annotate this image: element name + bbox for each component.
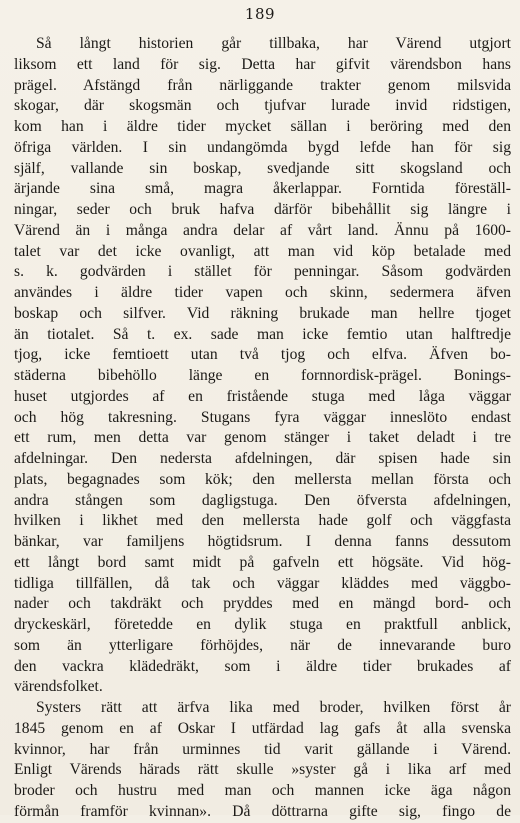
text-line: tidliga tillfällen, då tak och väggar kläddes med väggbo- <box>14 574 511 592</box>
text-line: Systers rätt att ärfva lika med broder, hvilken först år <box>36 699 511 716</box>
text-line: Värend än i många andra delar af vårt land. Ännu på 1600- <box>14 221 511 239</box>
text-line: nader och takdräkt och pryddes med en mängd bord- och <box>14 595 511 613</box>
text-line: skogar, där skogsmän och tjufvar lurade invid ridstigen, <box>14 97 511 115</box>
page-number: 189 <box>244 5 276 23</box>
text-line: ärjande sina små, magra åkerlappar. Forntida föreställ- <box>14 180 511 198</box>
text-line: förmån framför kvinnan». Då döttrarna gifte sig, fingo de <box>14 802 511 820</box>
text-line: ett rum, men detta var genom stänger i taket deladt i tre <box>14 429 511 447</box>
text-line: dryckeskärl, företedde en dylik stuga en praktfull anblick, <box>14 616 511 633</box>
text-line: boskap och silfver. Vid räkning brukade man hellre tjoget <box>14 304 511 322</box>
text-line: som än ytterligare förhöjdes, när de innevarande buro <box>14 636 511 654</box>
text-line: värendsfolket. <box>14 678 103 696</box>
text-line: än tiotalet. Så t. ex. sade man icke femtio utan halftredje <box>14 325 511 343</box>
text-line: afdelningar. Den nedersta afdelningen, där spisen hade sin <box>14 450 511 467</box>
text-line: ett långt bord samt midt på gafveln ett högsäte. Vid hög- <box>14 553 511 571</box>
text-line: hvilken i likhet med den mellersta hade golf och väggfasta <box>14 512 511 530</box>
text-line: öfriga världen. I sin undangömda bygd lefde han för sig <box>14 138 511 156</box>
body-text <box>14 34 511 823</box>
text-line: den vackra klädedräkt, som i äldre tider brukades af <box>14 657 511 675</box>
text-line: 1845 genom en af Oskar I utfärdad lag gafs åt alla svenska <box>14 719 511 737</box>
text-line: tjog, icke femtioett utan två tjog och elfva. Äfven bo- <box>14 346 511 364</box>
text-line: själf, vallande sin boskap, svedjande sitt skogsland och <box>14 159 511 177</box>
text-line: plats, begagnades som kök; den mellersta mellan första och <box>14 470 511 488</box>
text-line: bänkar, var familjens högtidsrum. I denna fanns dessutom <box>14 533 511 550</box>
text-line: städerna bibehöllo länge en fornnordisk-prägel. Bonings- <box>14 367 511 384</box>
text-line: och hög takresning. Stugans fyra väggar inneslöto endast <box>14 408 511 426</box>
text-line: användes i äldre tider vapen och skinn, sedermera äfven <box>14 284 511 301</box>
text-line: broder och hustru med man och mannen icke äga någon <box>14 782 511 799</box>
text-line: huset utgjordes af en fristående stuga med låga väggar <box>14 387 511 405</box>
text-line: liksom ett land för sig. Detta har gifvit värendsbon hans <box>14 55 511 73</box>
text-line: s. k. godvärden i stället för penningar. Såsom godvärden <box>14 263 511 281</box>
text-line: andra stången som dagligstuga. Den öfversta afdelningen, <box>14 491 511 509</box>
text-line: kom han i äldre tider mycket sällan i beröring med den <box>14 118 511 135</box>
text-line: kvinnor, har från urminnes tid varit gällande i Värend. <box>14 740 511 758</box>
text-line: prägel. Afstängd från närliggande trakter genom milsvida <box>14 76 511 94</box>
text-line: ningar, seder och bruk hafva därför bibehållit sig längre i <box>14 201 511 218</box>
text-line: talet var det icke ovanligt, att man vid köp betalade med <box>14 242 511 260</box>
text-line: Enligt Värends härads rätt skulle »syster gå i lika arf med <box>14 761 511 779</box>
text-line: Så långt historien går tillbaka, har Värend utgjort <box>36 35 511 52</box>
